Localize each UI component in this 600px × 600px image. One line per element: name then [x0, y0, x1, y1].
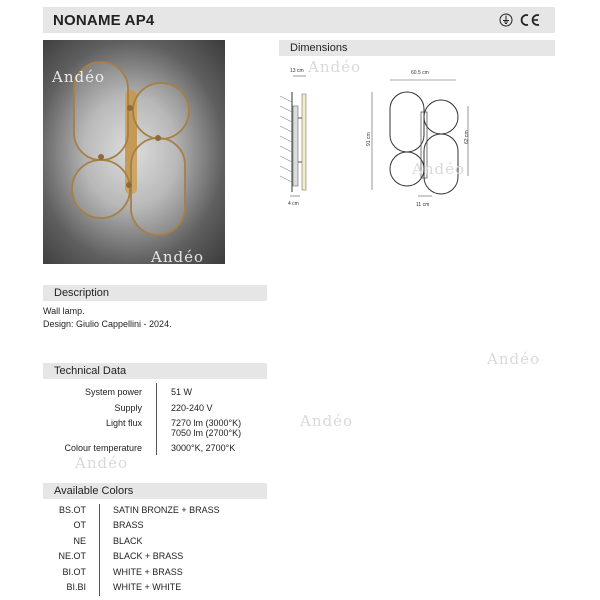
- description-line: Design: Giulio Cappellini - 2024.: [43, 319, 172, 329]
- color-row: [0, 566, 600, 578]
- page-watermark: Andéo: [300, 412, 354, 430]
- side-depth-label: 13 cm: [290, 68, 304, 74]
- product-photo: [43, 40, 225, 264]
- technical-label: Supply: [114, 403, 142, 413]
- color-name: WHITE + BRASS: [113, 567, 183, 577]
- color-code: BI.OT: [62, 567, 86, 577]
- color-name: BLACK + BRASS: [113, 551, 184, 561]
- product-title: NONAME AP4: [53, 11, 155, 29]
- inner-height-label: 62 cm: [464, 130, 470, 144]
- front-width-label: 60.5 cm: [411, 70, 429, 76]
- technical-label: System power: [84, 387, 142, 397]
- technical-label: Light flux: [105, 418, 142, 428]
- color-row: [0, 581, 600, 593]
- color-row: [0, 519, 600, 531]
- technical-value: 220-240 V: [171, 403, 213, 413]
- description-line: Wall lamp.: [43, 306, 85, 316]
- technical-divider: [156, 383, 157, 455]
- side-wall-label: 4 cm: [288, 201, 299, 207]
- front-bottom-label: 11 cm: [416, 202, 430, 208]
- ground-class-icon: [499, 13, 513, 27]
- dimensions-drawing: [276, 56, 506, 216]
- technical-value: 3000°K, 2700°K: [171, 443, 236, 453]
- technical-value: 7270 lm (3000°K): [171, 418, 242, 428]
- dimensions-heading: Dimensions: [279, 40, 555, 56]
- color-name: BRASS: [113, 520, 144, 530]
- color-row: [0, 550, 600, 562]
- color-name: WHITE + WHITE: [113, 582, 182, 592]
- color-row: [0, 535, 600, 547]
- color-code: OT: [73, 520, 86, 530]
- photo-watermark: Andéo: [52, 68, 106, 86]
- technical-label: Colour temperature: [64, 443, 142, 453]
- photo-watermark: Andéo: [151, 248, 205, 264]
- color-name: BLACK: [113, 536, 143, 546]
- page-watermark: Andéo: [487, 350, 541, 368]
- page-watermark: Andéo: [75, 454, 129, 472]
- front-height-label: 91 cm: [366, 132, 372, 146]
- color-code: BS.OT: [58, 505, 86, 515]
- color-name: SATIN BRONZE + BRASS: [113, 505, 220, 515]
- technical-value: 51 W: [171, 387, 193, 397]
- color-code: BI.BI: [66, 582, 86, 592]
- ce-mark-icon: [519, 13, 541, 27]
- color-code: NE.OT: [58, 551, 86, 561]
- dimensions-watermark: Andéo: [412, 160, 466, 178]
- color-code: NE: [73, 536, 86, 546]
- colors-heading: Available Colors: [43, 483, 267, 499]
- technical-value: 7050 lm (2700°K): [171, 428, 242, 438]
- description-heading: Description: [43, 285, 267, 301]
- dimensions-watermark: Andéo: [308, 58, 362, 76]
- certification-marks: [499, 13, 541, 27]
- technical-heading: Technical Data: [43, 363, 267, 379]
- page-header: [43, 7, 555, 33]
- color-row: [0, 504, 600, 516]
